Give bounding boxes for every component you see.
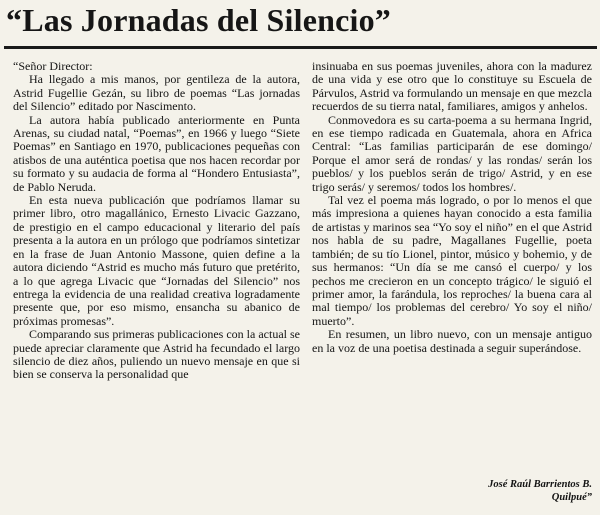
left-column (13, 60, 300, 382)
signature (392, 478, 592, 504)
paragraph: Ha llegado a mis manos, por gentileza de la autora, Astrid Fugellie Gezán, su libro de poemas “Las jornadas del Silencio” editado por Nascimento. (13, 72, 300, 114)
paragraph: La autora había publicado anteriormente en Punta Arenas, su ciudad natal, “Poemas”, en 1966 y luego “Siete Poemas” en Santiago en 1970, publicaciones pequeñas con atisbos de una auténtica poetisa que nos hacen recordar por su formato y su audacia de forma al “Hondero Entusiasta”, de Pablo Neruda. (13, 112, 300, 194)
title-rule (4, 46, 597, 49)
right-column (312, 60, 592, 355)
salutation: “Señor Director: (13, 59, 93, 73)
paragraph: Conmovedora es su carta-poema a su hermana Ingrid, en ese tiempo radicada en Guatemala, ahora en Africa Central: “Las familias participarán de ese domingo/ Porque el amor será de rondas/ y las rondas/ serán los pueblos/ y los pueblos serán de trigo/ Astrid, y en ese trigo serás/ y seremos/ todos los hombres/. (312, 112, 592, 194)
paragraph: Tal vez el poema más logrado, o por lo menos el que más impresiona a quienes hayan conocido a esta familia de artistas y marinos sea “Yo soy el niño” en el que Astrid nos habla de su padre, Magallanes Fugellie, poeta también; de su tío Lionel, pintor, músico y bohemio, y de sus hermanos: “Un día se me cansó el cuerpo/ y los pechos me crecieron en un concepto trágico/ le siguió el primer amor, la farándula, los reproches/ la buena cara al mal tiempo/ los problemas del cerebro/ Yo soy el niño/ muerto”. (312, 193, 592, 328)
article-title: “Las Jornadas del Silencio” (6, 2, 392, 38)
paragraph: En esta nueva publicación que podríamos llamar su primer libro, otro magallánico, Ernesto Livacic Gazzano, de prestigio en el campo educacional y literario del país presenta a la autora en un prólogo que podríamos sintetizar en la frase de Juan Antonio Massone, quien define a la autora diciendo “Astrid es mucho más futuro que pretérito, a lo que agrega Livacic que “Jornadas del Silencio” nos entrega la evidencia de una realidad creativa logradamente presente que, por eso mismo, ensancha su abanico de próximas promesas”. (13, 193, 300, 328)
signature-place: Quilpué” (551, 492, 592, 503)
paragraph: insinuaba en sus poemas juveniles, ahora con la madurez de una vida y ese otro que lo constituye su Escuela de Párvulos, Astrid va formulando un mensaje en que mezcla recuerdos de su tierra natal, familiares, amigos y anhelos. (312, 59, 592, 114)
paragraph: En resumen, un libro nuevo, con un mensaje antiguo en la voz de una poetisa destinada a seguir superándose. (312, 327, 592, 355)
paragraph: Comparando sus primeras publicaciones con la actual se puede apreciar claramente que Astrid ha fecundado el largo silencio de diez años, puliendo un nuevo mensaje en que si bien se conserva la personalidad que (13, 327, 300, 382)
signature-name: José Raúl Barrientos B. (488, 479, 592, 490)
